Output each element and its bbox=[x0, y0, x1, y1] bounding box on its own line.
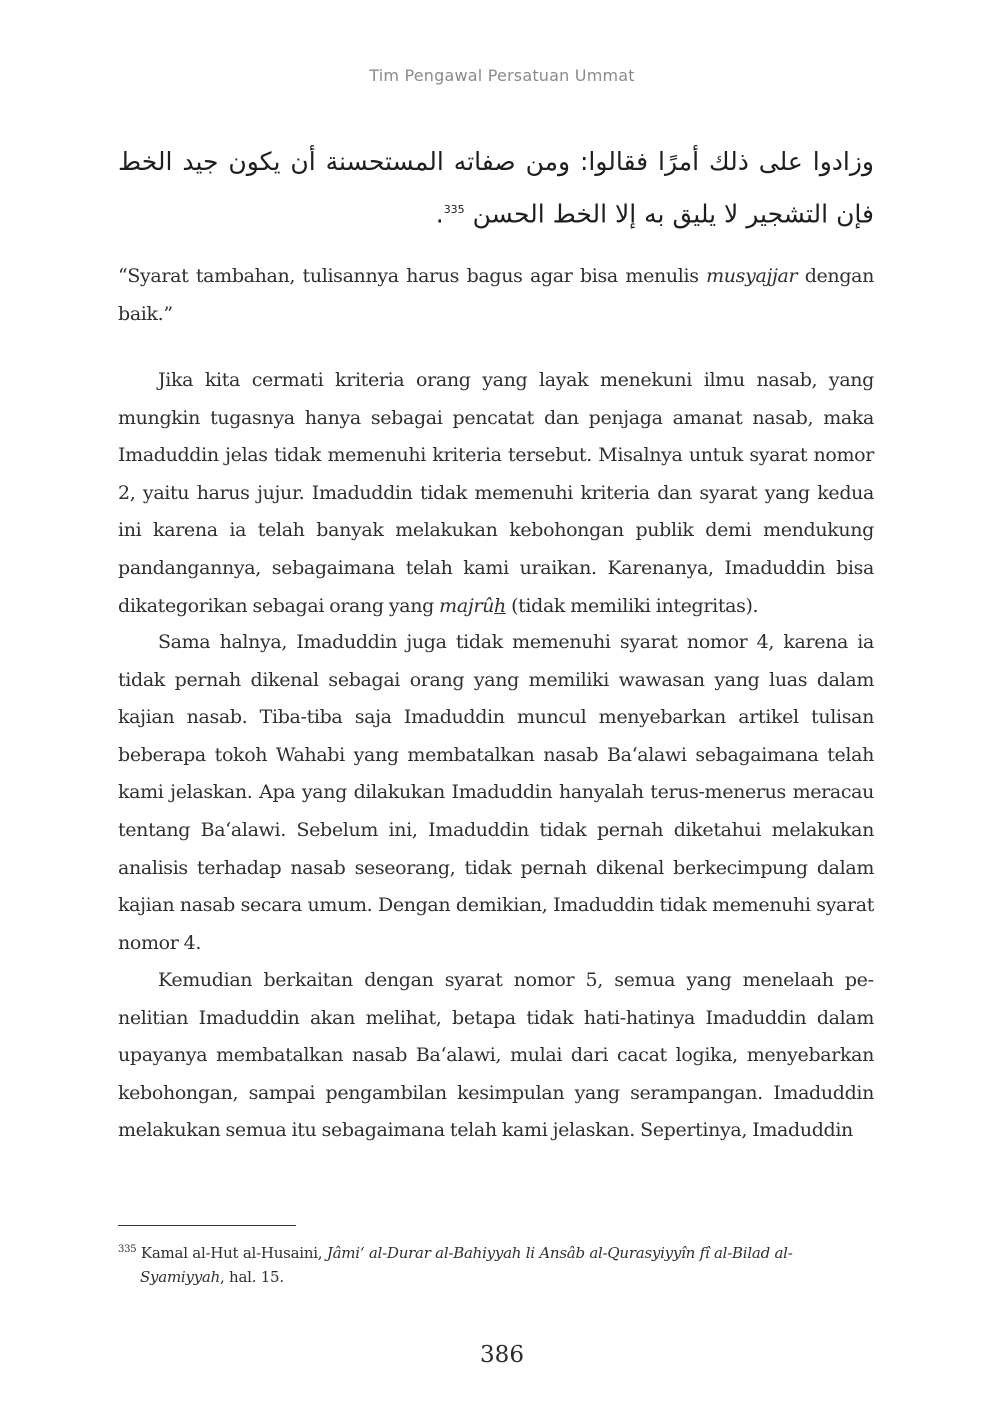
translation-paragraph bbox=[118, 258, 874, 333]
page-number: 386 bbox=[480, 1342, 524, 1368]
translation-term: musyajjar bbox=[706, 265, 798, 287]
paragraph-2-text: Sama halnya, Imaduddin juga tidak memenuhi syarat nomor 4, karena ia tidak pernah dikenal sebagai orang yang memiliki wawasan yang luas dalam kajian nasab. Tiba-tiba saja Imaduddin muncul menyebarkan artikel tulisan beberapa tokoh Wahabi yang membatalkan nasab Ba‘alawi sebagaimana telah kami jelaskan. Apa yang dilakukan Imaduddin hanyalah terus-menerus meracau tentang Ba‘alawi. Sebelum ini, Imaduddin tidak pernah diketahui melakukan analisis terhadap nasab seseorang, tidak pernah dikenal berkecimpung dalam kajian nasab secara umum. Dengan demikian, Imaduddin tidak memenuhi syarat nomor 4. bbox=[118, 631, 874, 954]
footnote-number: 335 bbox=[118, 1244, 137, 1255]
translation-text: “Syarat tambahan, tulisannya harus bagus agar bisa menulis bbox=[118, 265, 707, 287]
footnote-title: Jâmi‘ al-Durar al-Bahiyyah li Ansâb al-Qurasyiyyîn fî al-Bilad al-Syamiyyah bbox=[140, 1244, 793, 1286]
majruh-term-main: majrû bbox=[439, 594, 494, 617]
paragraph-1-text: Jika kita cermati kriteria orang yang layak menekuni ilmu nasab, yang mungkin tugasnya hanya sebagai pencatat dan penjaga amanat nasab, maka Imaduddin jelas tidak memenuhi kriteria tersebut. Misalnya untuk syarat nomor 2, yaitu harus jujur. Imaduddin tidak memenuhi kriteria dan syarat yang kedua ini karena ia telah banyak melakukan kebohongan publik demi mendukung pandangannya, sebagaimana telah kami uraikan. Karenanya, Imaduddin bisa dikategorikan sebagai orang yang bbox=[118, 369, 874, 617]
footnote-reference[interactable]: 335 bbox=[443, 203, 465, 216]
arabic-end-mark: . bbox=[435, 199, 444, 229]
footnote-author: Kamal al-Hut al-Husaini, bbox=[140, 1244, 327, 1262]
arabic-quote-text: وزادوا على ذلك أمرًا فقالوا: ومن صفاته المستحسنة أن يكون جيد الخط فإن التشجير لا يليق به إلا الخط الحسن bbox=[118, 147, 874, 229]
running-head: Tim Pengawal Persatuan Ummat bbox=[369, 66, 635, 85]
majruh-term-underlined: h bbox=[493, 594, 506, 617]
arabic-quote bbox=[118, 138, 874, 238]
paragraph-3-text: Kemudian berkaitan dengan syarat nomor 5, semua yang menelaah penelitian Imaduddin akan melihat, betapa tidak hati-hatinya Imaduddin dalam upayanya membatalkan nasab Ba‘alawi, mulai dari cacat logika, menyebarkan kebohongan, sampai pengambilan kesimpulan yang serampangan. Imaduddin melakukan semua itu sebagaimana telah kami jelaskan. Sepertinya, Imaduddin bbox=[118, 969, 874, 1142]
footnote bbox=[118, 1238, 874, 1289]
paragraph-1-text-end: (tidak memiliki integritas). bbox=[505, 594, 759, 617]
footnote-divider bbox=[118, 1225, 296, 1226]
majruh-term bbox=[439, 595, 506, 617]
paragraph-3 bbox=[118, 962, 874, 1150]
paragraph-1 bbox=[118, 362, 874, 625]
footnote-page: , hal. 15. bbox=[220, 1268, 284, 1286]
translation-text-end: dengan baik.” bbox=[118, 265, 874, 325]
paragraph-2 bbox=[118, 624, 874, 962]
